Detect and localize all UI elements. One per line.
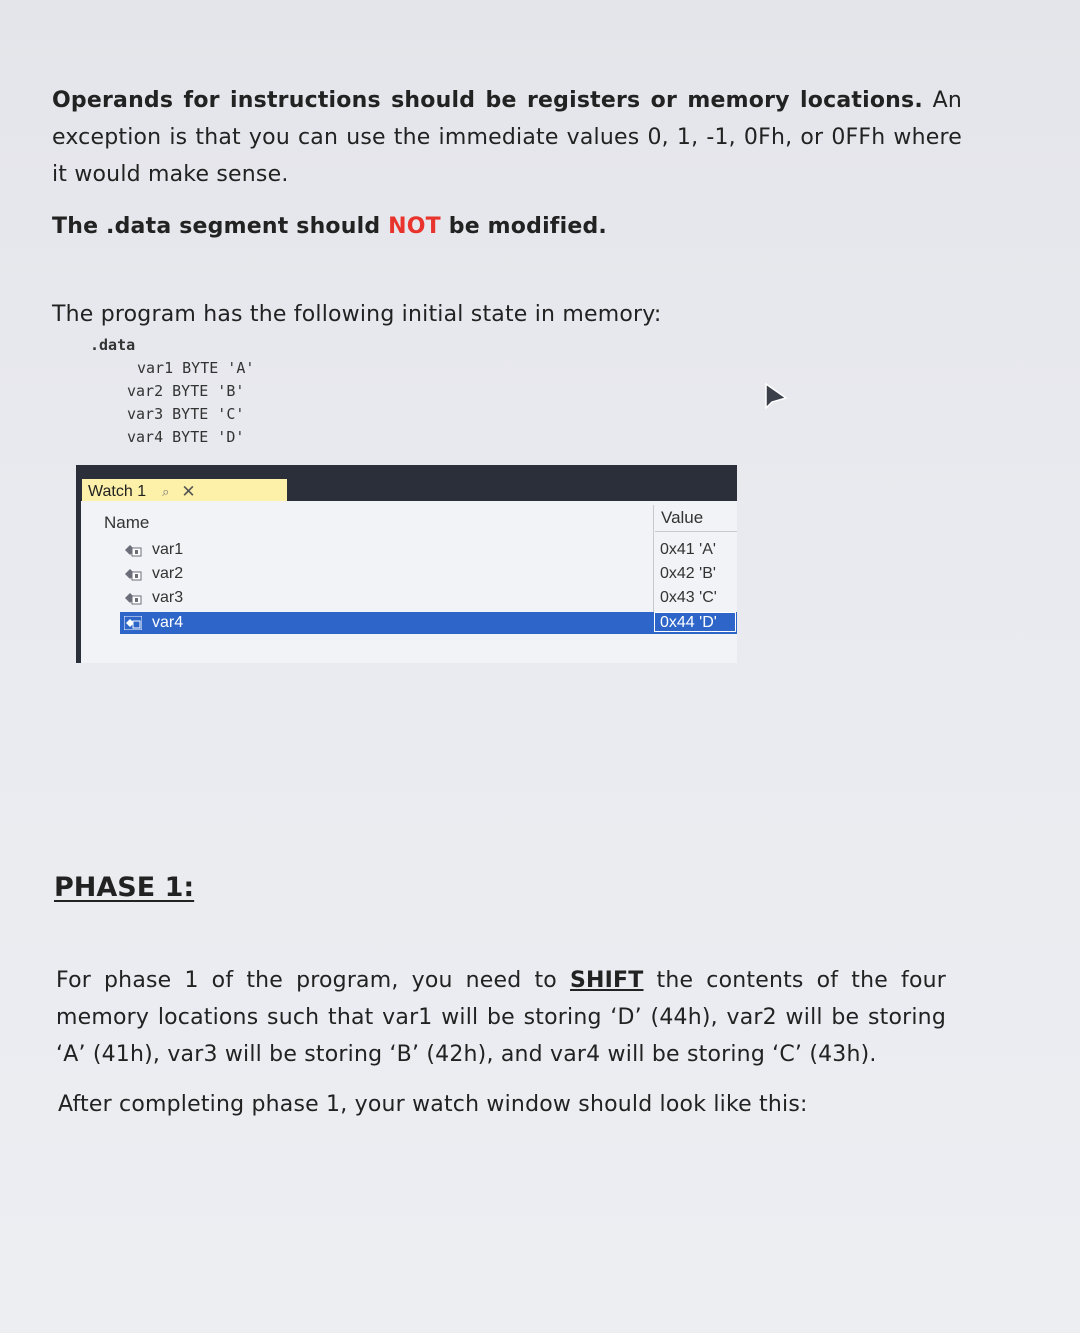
- watch-var-value: 0x41 'A': [660, 541, 716, 558]
- phase-text-after: the contents of the four memory locations such that var1 will be storing ‘D’ (44h), var2 will be storing ‘A’ (41h), var3 will be storing ‘B’ (42h), and var4 will be storing ‘C’ (43h).: [56, 968, 946, 1067]
- note-before: The .data segment should: [52, 214, 389, 239]
- data-directive: .data: [90, 336, 136, 354]
- watch-var-value: 0x43 'C': [660, 589, 717, 606]
- variable-icon: [124, 591, 142, 605]
- column-header-value[interactable]: Value: [661, 508, 704, 527]
- watch-var-name: var4: [152, 614, 184, 631]
- watch-tab-title: Watch 1: [88, 483, 147, 500]
- data-segment-code: [90, 334, 254, 449]
- variable-icon: [124, 567, 142, 581]
- watch-var-value: 0x44 'D': [660, 614, 717, 631]
- not-emphasis: NOT: [388, 214, 441, 239]
- watch-left-border: [76, 501, 81, 663]
- shift-keyword: SHIFT: [570, 968, 644, 993]
- after-phase-text: After completing phase 1, your watch window should look like this:: [58, 1092, 808, 1117]
- code-line: var4 BYTE 'D': [127, 428, 245, 446]
- watch-window: [76, 465, 737, 663]
- phase-description: [56, 962, 946, 1073]
- note-after: be modified.: [440, 214, 607, 239]
- code-line: var3 BYTE 'C': [127, 405, 245, 423]
- phase-heading: PHASE 1:: [54, 872, 195, 903]
- header-divider: [655, 531, 737, 532]
- operands-rule: Operands for instructions should be registers or memory locations.: [52, 88, 923, 113]
- mouse-cursor-icon: [763, 382, 789, 412]
- initial-state-text: The program has the following initial state in memory:: [52, 302, 662, 327]
- watch-row-var3[interactable]: [120, 587, 737, 609]
- variable-icon: [124, 616, 142, 630]
- phase-text-before: For phase 1 of the program, you need to: [56, 968, 571, 993]
- watch-var-name: var2: [152, 565, 184, 582]
- column-header-name[interactable]: Name: [104, 513, 150, 532]
- immediate-exception: An exception is that you can use the immediate values 0, 1, -1, 0Fh, or 0FFh where it would make sense.: [52, 88, 962, 187]
- instructions-paragraph: [52, 82, 962, 193]
- code-line: var2 BYTE 'B': [127, 382, 245, 400]
- watch-row-var2[interactable]: [120, 563, 737, 585]
- variable-icon: [124, 543, 142, 557]
- close-icon[interactable]: ✕: [181, 482, 196, 501]
- data-segment-note: [52, 208, 962, 245]
- code-line: var1 BYTE 'A': [137, 359, 255, 377]
- watch-var-name: var3: [152, 589, 184, 606]
- watch-row-var1[interactable]: [120, 539, 737, 561]
- watch-row-var4[interactable]: [120, 612, 737, 634]
- watch-var-name: var1: [152, 541, 184, 558]
- watch-var-value: 0x42 'B': [660, 565, 716, 582]
- pin-icon[interactable]: ⌕: [162, 484, 170, 499]
